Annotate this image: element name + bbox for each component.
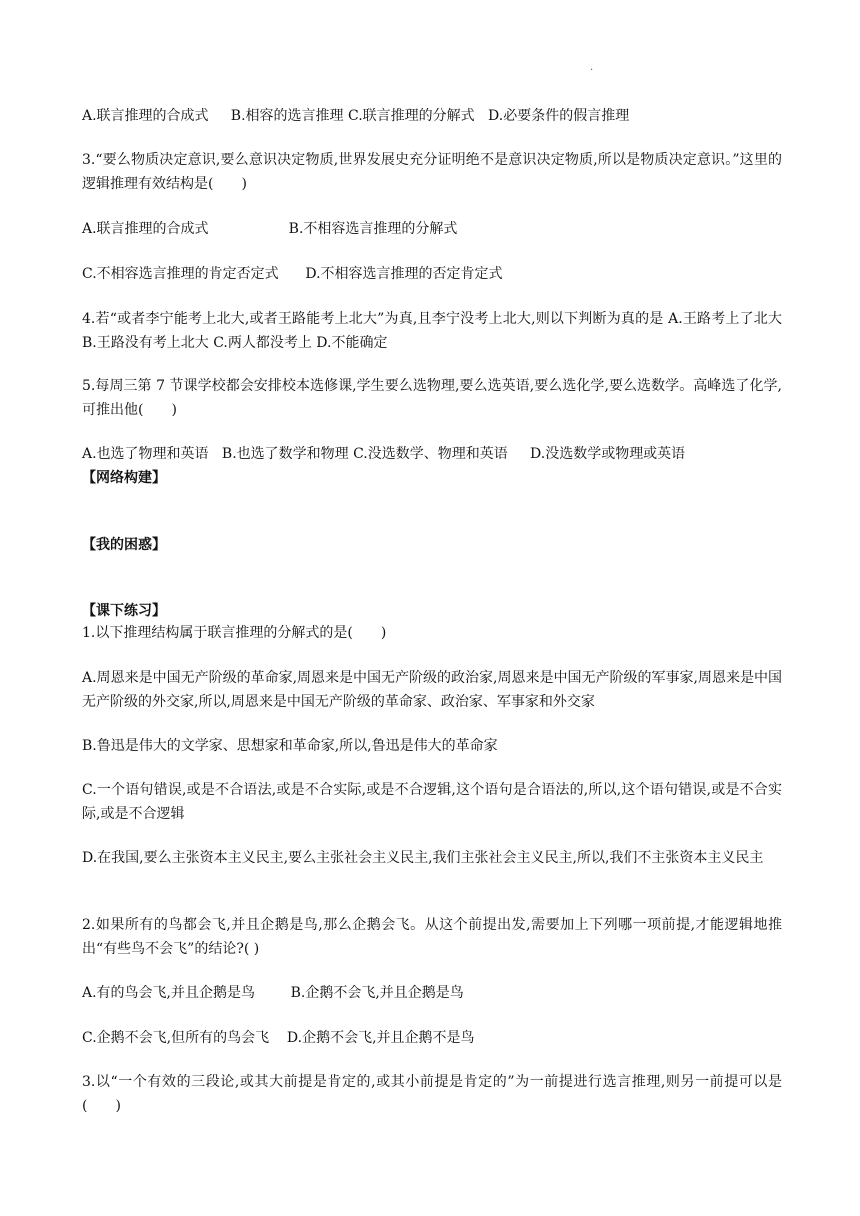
heading-confusion: 【我的困惑】 bbox=[82, 537, 166, 553]
q3-stem: 3.“要么物质决定意识,要么意识决定物质,世界发展史充分证明绝不是意识决定物质,所以是物质决定意识。”这里的逻辑推理有效结构是( ) bbox=[82, 152, 782, 192]
q2-options: A.联言推理的合成式 B.相容的选言推理 C.联言推理的分解式 D.必要条件的假言推理 bbox=[82, 108, 630, 124]
q5-stem: 5.每周三第 7 节课学校都会安排校本选修课,学生要么选物理,要么选英语,要么选化学,要么选数学。高峰选了化学,可推出他( ) bbox=[82, 378, 782, 418]
hw-q1-option-d: D.在我国,要么主张资本主义民主,要么主张社会主义民主,我们主张社会主义民主,所以,我们不主张资本主义民主 bbox=[82, 850, 764, 866]
heading-network: 【网络构建】 bbox=[82, 470, 166, 486]
hw-q1-option-c: C.一个语句错误,或是不合语法,或是不合实际,或是不合逻辑,这个语句是合语法的,所以,这个语句错误,或是不合实际,或是不合逻辑 bbox=[82, 782, 782, 822]
q4-text: 4.若“或者李宁能考上北大,或者王路能考上北大”为真,且李宁没考上北大,则以下判断为真的是 A.王路考上了北大 B.王路没有考上北大 C.两人都没考上 D.不能确定 bbox=[82, 311, 782, 351]
heading-homework: 【课下练习】 bbox=[82, 603, 166, 619]
q3-options-row1: A.联言推理的合成式 B.不相容选言推理的分解式 bbox=[82, 221, 458, 237]
q5-options: A.也选了物理和英语 B.也选了数学和物理 C.没选数学、物理和英语 D.没选数学或物理或英语 bbox=[82, 446, 686, 462]
hw-q2-options-row2: C.企鹅不会飞,但所有的鸟会飞 D.企鹅不会飞,并且企鹅不是鸟 bbox=[82, 1030, 475, 1046]
hw-q2-options-row1: A.有的鸟会飞,并且企鹅是鸟 B.企鹅不会飞,并且企鹅是鸟 bbox=[82, 985, 464, 1001]
q3-options-row2: C.不相容选言推理的肯定否定式 D.不相容选言推理的否定肯定式 bbox=[82, 266, 503, 282]
hw-q1-option-a: A.周恩来是中国无产阶级的革命家,周恩来是中国无产阶级的政治家,周恩来是中国无产阶级的军事家,周恩来是中国无产阶级的外交家,所以,周恩来是中国无产阶级的革命家、政治家、军事家和外交家 bbox=[82, 670, 782, 710]
header-mark: . bbox=[590, 62, 594, 73]
hw-q3-stem: 3.以“一个有效的三段论,或其大前提是肯定的,或其小前提是肯定的”为一前提进行选言推理,则另一前提可以是( ) bbox=[82, 1074, 782, 1114]
hw-q2-stem: 2.如果所有的鸟都会飞,并且企鹅是鸟,那么企鹅会飞。从这个前提出发,需要加上下列哪一项前提,才能逻辑地推出“有些鸟不会飞”的结论?( ) bbox=[82, 917, 782, 957]
hw-q1-option-b: B.鲁迅是伟大的文学家、思想家和革命家,所以,鲁迅是伟大的革命家 bbox=[82, 738, 498, 754]
hw-q1-stem: 1.以下推理结构属于联言推理的分解式的是( ) bbox=[82, 625, 387, 641]
